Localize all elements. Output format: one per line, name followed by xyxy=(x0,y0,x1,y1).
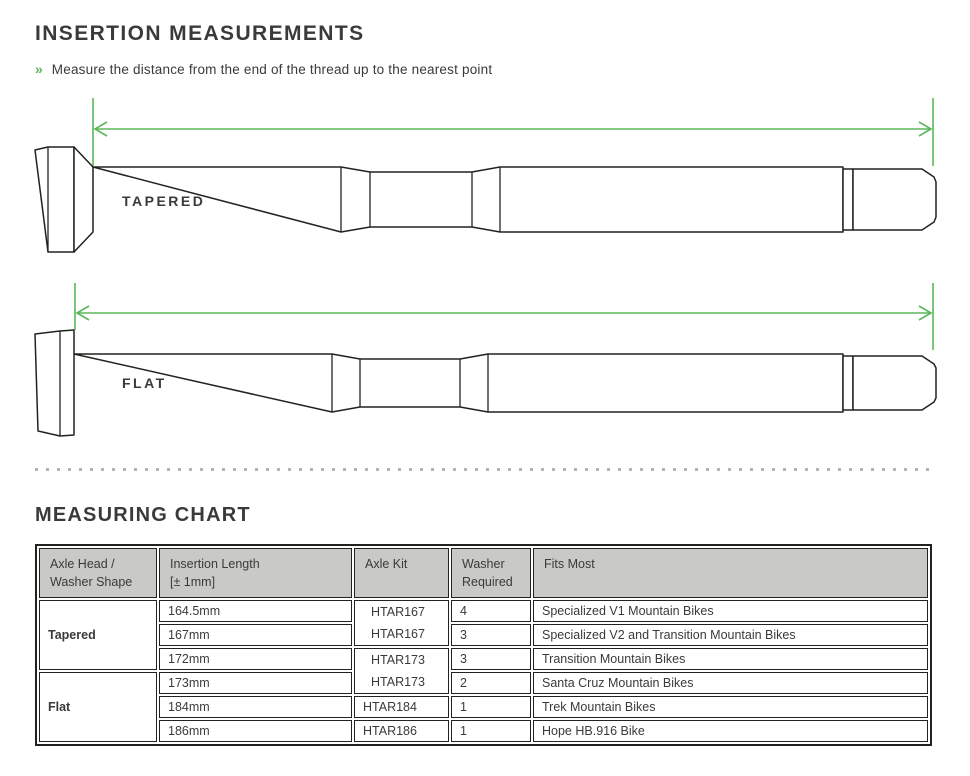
fits-most-cell: Transition Mountain Bikes xyxy=(533,648,928,670)
fits-most-cell: Santa Cruz Mountain Bikes xyxy=(533,672,928,694)
header-washer-required: Washer Required xyxy=(451,548,531,598)
dotted-divider xyxy=(35,468,937,471)
measuring-chart-table xyxy=(35,544,932,746)
washer-required-cell: 4 xyxy=(451,600,531,622)
washer-required-cell: 3 xyxy=(451,648,531,670)
washer-required-cell: 1 xyxy=(451,696,531,718)
insertion-length-cell: 172mm xyxy=(159,648,352,670)
threaded-end xyxy=(853,169,936,230)
flat-measurement-arrow xyxy=(75,283,933,350)
axle-diagrams xyxy=(0,88,970,453)
tapered-axle-drawing xyxy=(35,147,936,252)
header-axle-head-washer-shape: Axle Head / Washer Shape xyxy=(39,548,157,598)
subtitle xyxy=(35,61,492,77)
threaded-end xyxy=(853,356,936,410)
axle-kit-cell: HTAR184 xyxy=(354,696,449,718)
thread-groove xyxy=(843,169,853,230)
chevrons-icon: » xyxy=(35,61,44,77)
fits-most-cell: Specialized V1 Mountain Bikes xyxy=(533,600,928,622)
axle-kit-cell: HTAR173 HTAR173 xyxy=(354,648,449,694)
table-row xyxy=(39,648,928,670)
insertion-length-cell: 184mm xyxy=(159,696,352,718)
flat-label: FLAT xyxy=(122,375,167,391)
table-row xyxy=(39,600,928,622)
table-row xyxy=(39,672,928,694)
insertion-length-cell: 186mm xyxy=(159,720,352,742)
tapered-label: TAPERED xyxy=(122,193,206,209)
washer-required-cell: 3 xyxy=(451,624,531,646)
table-row xyxy=(39,696,928,718)
fits-most-cell: Hope HB.916 Bike xyxy=(533,720,928,742)
insertion-length-cell: 164.5mm xyxy=(159,600,352,622)
table-row xyxy=(39,624,928,646)
axle-kit-cell: HTAR167 HTAR167 xyxy=(354,600,449,646)
table-row xyxy=(39,720,928,742)
axle-kit-cell: HTAR186 xyxy=(354,720,449,742)
header-fits-most: Fits Most xyxy=(533,548,928,598)
thread-groove xyxy=(843,356,853,410)
header-axle-kit: Axle Kit xyxy=(354,548,449,598)
subtitle-text: Measure the distance from the end of the thread up to the nearest point xyxy=(51,62,493,77)
fits-most-cell: Trek Mountain Bikes xyxy=(533,696,928,718)
shape-group-flat: Flat xyxy=(39,672,157,742)
page-title: INSERTION MEASUREMENTS xyxy=(35,22,365,45)
header-insertion-length: Insertion Length [± 1mm] xyxy=(159,548,352,598)
fits-most-cell: Specialized V2 and Transition Mountain Bikes xyxy=(533,624,928,646)
shape-group-tapered: Tapered xyxy=(39,600,157,670)
washer-required-cell: 1 xyxy=(451,720,531,742)
tapered-measurement-arrow xyxy=(93,98,933,166)
washer-required-cell: 2 xyxy=(451,672,531,694)
table-header-row xyxy=(39,548,928,598)
insertion-length-cell: 167mm xyxy=(159,624,352,646)
insertion-length-cell: 173mm xyxy=(159,672,352,694)
section-title: MEASURING CHART xyxy=(35,504,251,526)
flat-axle-drawing xyxy=(35,330,936,436)
